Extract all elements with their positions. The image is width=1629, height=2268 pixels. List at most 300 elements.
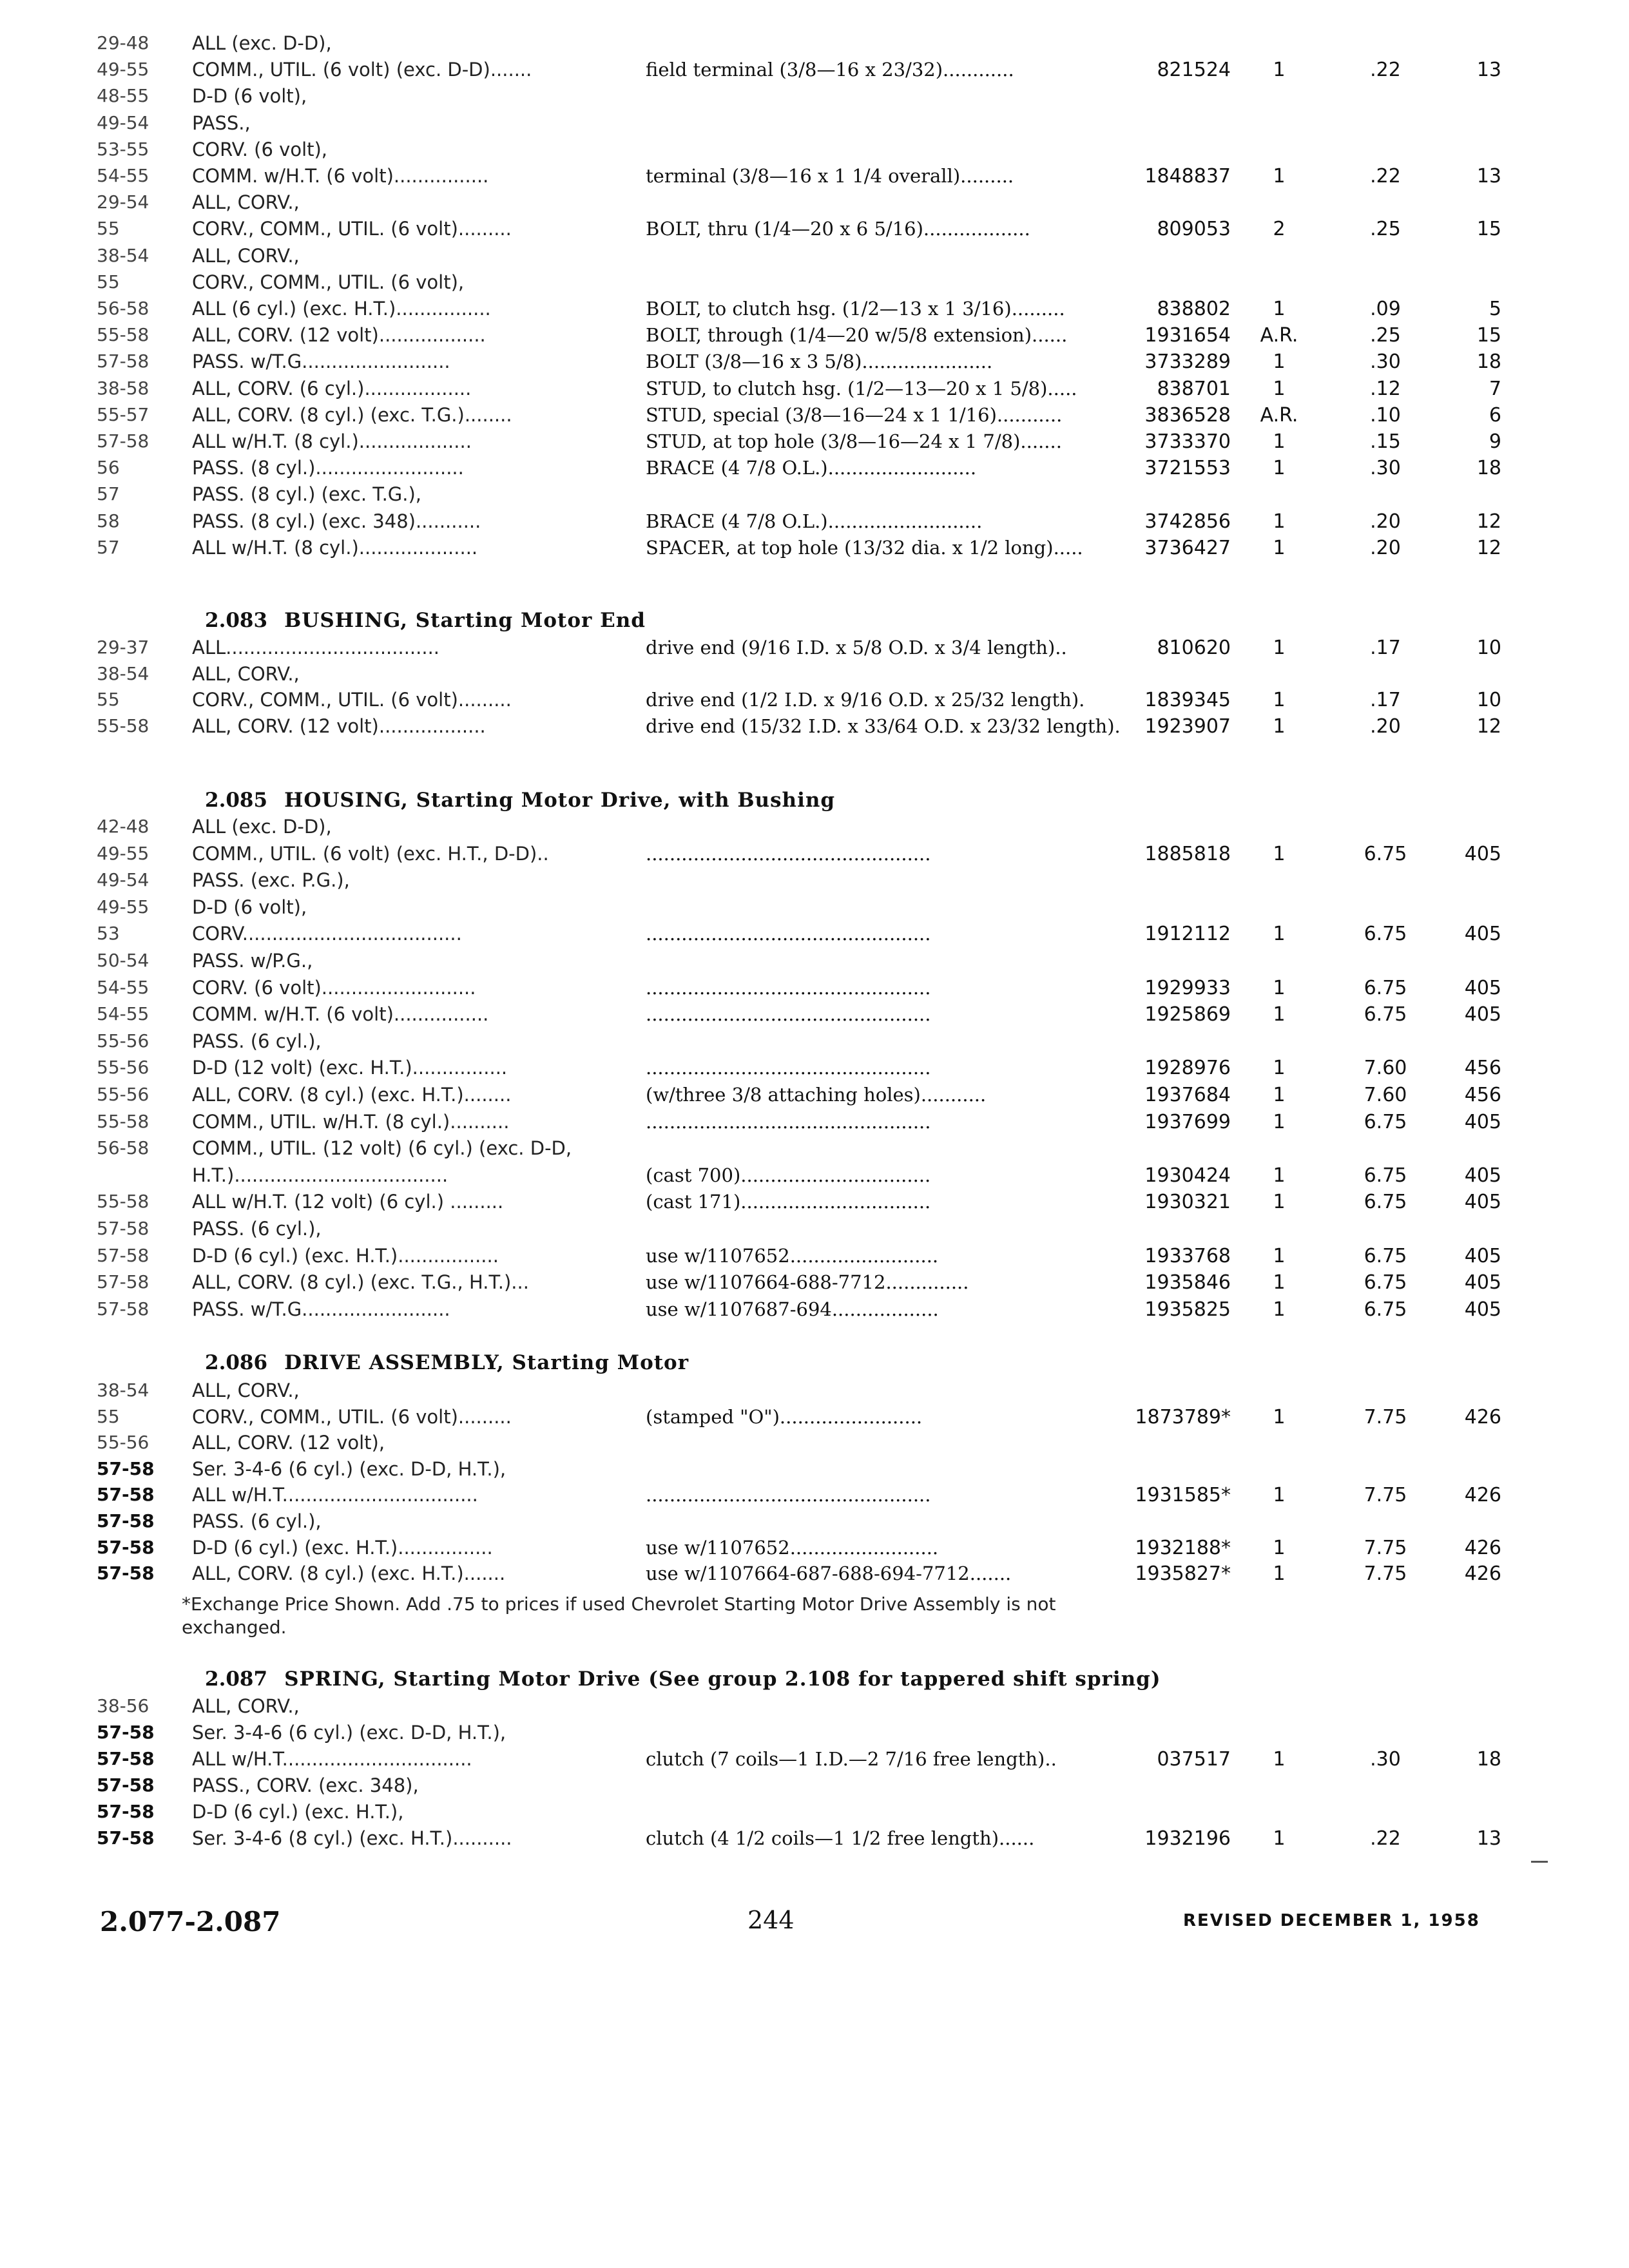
part-row: [0, 715, 1629, 742]
price-cell: .20: [1370, 510, 1401, 533]
year-cell: 55: [97, 689, 120, 710]
quantity-cell: 1: [1273, 1110, 1286, 1133]
quantity-cell: A.R.: [1260, 403, 1298, 427]
price-cell: .25: [1370, 324, 1401, 347]
part-row: [0, 1695, 1629, 1722]
part-number-cell: 1923907: [1144, 715, 1231, 738]
price-cell: .12: [1370, 377, 1401, 400]
page-number: 244: [747, 1906, 795, 1934]
part-row: [0, 1537, 1629, 1564]
application-cell: ALL (6 cyl.) (exc. H.T.)................: [192, 298, 491, 320]
application-cell: ALL w/H.T. (8 cyl.)...................: [192, 430, 472, 452]
part-number-cell: 1932188*: [1135, 1536, 1231, 1559]
part-row: [0, 59, 1629, 86]
application-cell: D-D (6 volt),: [192, 85, 307, 108]
part-row: [0, 1218, 1629, 1245]
application-cell: ALL, CORV. (12 volt)..................: [192, 324, 486, 347]
price-cell: 6.75: [1364, 1164, 1407, 1187]
quantity-cell: 1: [1273, 1298, 1286, 1321]
price-cell: .17: [1370, 689, 1401, 711]
section-heading: [205, 609, 646, 632]
application-cell: ALL, CORV. (6 cyl.)..................: [192, 377, 472, 399]
part-row: [0, 1030, 1629, 1057]
part-row: [0, 404, 1629, 431]
part-row: [0, 1406, 1629, 1433]
part-row: [0, 537, 1629, 564]
price-cell: 6.75: [1364, 1298, 1407, 1321]
part-row: [0, 977, 1629, 1004]
quantity-cell: 1: [1273, 1164, 1286, 1187]
part-row: [0, 510, 1629, 537]
year-cell: 55-56: [97, 1432, 149, 1454]
list-code-cell: 426: [1464, 1536, 1501, 1559]
part-row: [0, 1191, 1629, 1218]
part-number-cell: 1885818: [1144, 842, 1231, 865]
application-cell: ALL w/H.T................................: [192, 1748, 472, 1770]
part-number-cell: 1932196: [1144, 1827, 1231, 1850]
description-cell: ................................................: [646, 842, 931, 865]
quantity-cell: 1: [1273, 1405, 1286, 1428]
year-cell: 55-58: [97, 1110, 149, 1132]
quantity-cell: 1: [1273, 637, 1286, 659]
price-cell: 6.75: [1364, 1191, 1407, 1214]
year-cell: 55-58: [97, 715, 149, 736]
part-number-cell: 1925869: [1144, 1003, 1231, 1026]
list-code-cell: 426: [1464, 1405, 1501, 1428]
year-cell: 53: [97, 923, 120, 945]
description-cell: ................................................: [646, 1484, 931, 1506]
part-row: [0, 245, 1629, 272]
price-cell: .20: [1370, 715, 1401, 738]
part-number-cell: 1935825: [1144, 1298, 1231, 1321]
application-cell: Ser. 3-4-6 (6 cyl.) (exc. D-D, H.T.),: [192, 1722, 506, 1744]
year-cell: 54-55: [97, 976, 149, 998]
list-code-cell: 426: [1464, 1484, 1501, 1507]
quantity-cell: 1: [1273, 1484, 1286, 1507]
revision-date: REVISED DECEMBER 1, 1958: [1183, 1911, 1480, 1930]
year-cell: 57-58: [97, 430, 149, 452]
group-number: 2.086: [205, 1351, 268, 1374]
description-cell: STUD, special (3/8—16—24 x 1 1/16)...........: [646, 403, 1063, 426]
part-number-cell: 1930321: [1144, 1191, 1231, 1214]
list-code-cell: 405: [1464, 976, 1501, 999]
year-cell: 57-58: [97, 1510, 155, 1532]
part-row: [0, 378, 1629, 405]
year-cell: 57-58: [97, 1562, 155, 1584]
part-row: [0, 923, 1629, 950]
application-cell: PASS., CORV. (exc. 348),: [192, 1774, 419, 1796]
list-code-cell: 6: [1489, 403, 1501, 427]
year-cell: 55-56: [97, 1030, 149, 1052]
list-code-cell: 405: [1464, 1191, 1501, 1214]
list-code-cell: 426: [1464, 1562, 1501, 1586]
application-cell: CORV. (6 volt)..........................: [192, 976, 476, 999]
quantity-cell: 1: [1273, 976, 1286, 999]
application-cell: PASS. (8 cyl.) (exc. 348)...........: [192, 510, 481, 532]
part-row: [0, 483, 1629, 510]
part-row: [0, 1801, 1629, 1828]
application-cell: ALL (exc. D-D),: [192, 32, 332, 54]
part-number-cell: 821524: [1157, 59, 1231, 82]
part-row: [0, 950, 1629, 977]
year-cell: 49-55: [97, 896, 149, 918]
part-number-cell: 1931654: [1144, 324, 1231, 347]
quantity-cell: 1: [1273, 842, 1286, 865]
part-row: [0, 1164, 1629, 1191]
description-cell: terminal (3/8—16 x 1 1/4 overall).........: [646, 165, 1014, 187]
price-cell: 6.75: [1364, 923, 1407, 946]
price-cell: 7.60: [1364, 1084, 1407, 1106]
list-code-cell: 13: [1476, 1827, 1501, 1850]
part-number-cell: 1931585*: [1135, 1484, 1231, 1507]
year-cell: 55-58: [97, 1191, 149, 1213]
part-row: [0, 1245, 1629, 1272]
part-number-cell: 3733289: [1144, 351, 1231, 374]
list-code-cell: 12: [1476, 510, 1501, 533]
application-cell: ALL w/H.T. (8 cyl.)....................: [192, 536, 478, 559]
price-cell: .22: [1370, 165, 1401, 187]
application-cell: ALL (exc. D-D),: [192, 816, 332, 838]
quantity-cell: 2: [1273, 218, 1286, 241]
quantity-cell: 1: [1273, 715, 1286, 738]
quantity-cell: 1: [1273, 298, 1286, 320]
price-cell: .30: [1370, 457, 1401, 480]
quantity-cell: 1: [1273, 430, 1286, 453]
section-heading: [205, 1667, 1161, 1691]
part-number-cell: 809053: [1157, 218, 1231, 241]
list-code-cell: 10: [1476, 637, 1501, 659]
year-cell: 38-56: [97, 1695, 149, 1716]
quantity-cell: 1: [1273, 59, 1286, 82]
year-cell: 57-58: [97, 1722, 155, 1743]
list-code-cell: 405: [1464, 1298, 1501, 1321]
application-cell: Ser. 3-4-6 (6 cyl.) (exc. D-D, H.T.),: [192, 1457, 506, 1480]
application-cell: CORV. (6 volt),: [192, 138, 328, 160]
application-cell: ALL, CORV.,: [192, 1695, 300, 1717]
year-cell: 38-58: [97, 377, 149, 399]
part-number-cell: 3721553: [1144, 457, 1231, 480]
description-cell: clutch (4 1/2 coils—1 1/2 free length)......: [646, 1827, 1035, 1849]
quantity-cell: 1: [1273, 1562, 1286, 1586]
group-range-footer: 2.077-2.087: [100, 1906, 281, 1937]
description-cell: BOLT, through (1/4—20 w/5/8 extension)......: [646, 324, 1068, 347]
part-row: [0, 85, 1629, 112]
application-cell: Ser. 3-4-6 (8 cyl.) (exc. H.T.)..........: [192, 1827, 512, 1849]
part-row: [0, 663, 1629, 690]
description-cell: ................................................: [646, 923, 931, 945]
description-cell: use w/1107652.........................: [646, 1244, 939, 1267]
part-row: [0, 457, 1629, 484]
year-cell: 57-58: [97, 1748, 155, 1769]
price-cell: 6.75: [1364, 1110, 1407, 1133]
description-cell: field terminal (3/8—16 x 23/32)............: [646, 59, 1014, 81]
part-number-cell: 3733370: [1144, 430, 1231, 453]
list-code-cell: 18: [1476, 1748, 1501, 1771]
part-number-cell: 1930424: [1144, 1164, 1231, 1187]
part-row: [0, 896, 1629, 923]
part-row: [0, 271, 1629, 298]
price-cell: .30: [1370, 351, 1401, 374]
application-cell: CORV.....................................: [192, 923, 462, 945]
part-row: [0, 32, 1629, 59]
list-code-cell: 12: [1476, 536, 1501, 559]
application-cell: ALL, CORV.,: [192, 244, 300, 267]
list-code-cell: 13: [1476, 165, 1501, 187]
part-number-cell: 1848837: [1144, 165, 1231, 187]
list-code-cell: 15: [1476, 218, 1501, 241]
description-cell: (cast 171)................................: [646, 1191, 931, 1213]
description-cell: ................................................: [646, 976, 931, 999]
year-cell: 38-54: [97, 662, 149, 684]
part-row: [0, 1432, 1629, 1459]
part-row: [0, 430, 1629, 457]
year-cell: 29-54: [97, 191, 149, 213]
price-cell: 7.75: [1364, 1405, 1407, 1428]
application-cell: CORV., COMM., UTIL. (6 volt).........: [192, 218, 512, 240]
list-code-cell: 456: [1464, 1084, 1501, 1106]
part-row: [0, 1271, 1629, 1298]
part-row: [0, 816, 1629, 843]
price-cell: 6.75: [1364, 976, 1407, 999]
year-cell: 57-58: [97, 351, 149, 372]
year-cell: 55-58: [97, 324, 149, 346]
list-code-cell: 405: [1464, 1110, 1501, 1133]
year-cell: 56-58: [97, 298, 149, 319]
part-number-cell: 1937684: [1144, 1084, 1231, 1106]
part-row: [0, 191, 1629, 218]
quantity-cell: 1: [1273, 536, 1286, 559]
year-cell: 49-54: [97, 869, 149, 891]
list-code-cell: 18: [1476, 351, 1501, 374]
quantity-cell: 1: [1273, 689, 1286, 711]
part-row: [0, 1084, 1629, 1111]
price-cell: .15: [1370, 430, 1401, 453]
description-cell: BOLT, thru (1/4—20 x 6 5/16)..................: [646, 218, 1030, 240]
part-row: [0, 165, 1629, 192]
description-cell: ................................................: [646, 1003, 931, 1026]
part-number-cell: 838701: [1157, 377, 1231, 400]
price-cell: .17: [1370, 637, 1401, 659]
part-row: [0, 1111, 1629, 1138]
part-row: [0, 1137, 1629, 1164]
description-cell: use w/1107664-687-688-694-7712.......: [646, 1562, 1012, 1585]
group-title: DRIVE ASSEMBLY, Starting Motor: [284, 1351, 689, 1374]
year-cell: 55-56: [97, 1084, 149, 1105]
application-cell: ALL, CORV.,: [192, 662, 300, 685]
application-cell: PASS. (6 cyl.),: [192, 1218, 322, 1240]
year-cell: 29-37: [97, 637, 149, 658]
section-heading: [205, 1351, 689, 1374]
part-number-cell: 1928976: [1144, 1057, 1231, 1080]
list-code-cell: 405: [1464, 1003, 1501, 1026]
description-cell: BRACE (4 7/8 O.L.).........................: [646, 457, 977, 479]
description-cell: ................................................: [646, 1110, 931, 1133]
part-row: [0, 1298, 1629, 1325]
part-row: [0, 843, 1629, 870]
application-cell: CORV., COMM., UTIL. (6 volt).........: [192, 689, 512, 711]
year-cell: 49-55: [97, 842, 149, 864]
description-cell: STUD, to clutch hsg. (1/2—13—20 x 1 5/8).....: [646, 377, 1077, 399]
application-cell: CORV., COMM., UTIL. (6 volt),: [192, 271, 465, 293]
part-row: [0, 1484, 1629, 1511]
year-cell: 55-57: [97, 403, 149, 425]
part-number-cell: 838802: [1157, 298, 1231, 320]
year-cell: 57: [97, 483, 120, 505]
part-row: [0, 1379, 1629, 1407]
part-row: [0, 112, 1629, 139]
group-title: SPRING, Starting Motor Drive (See group 2.108 for tappered shift spring): [284, 1667, 1161, 1691]
part-number-cell: 037517: [1157, 1748, 1231, 1771]
price-cell: 7.75: [1364, 1536, 1407, 1559]
price-cell: 6.75: [1364, 1271, 1407, 1294]
part-row: [0, 1562, 1629, 1590]
application-cell: ALL....................................: [192, 637, 440, 658]
application-cell: D-D (6 cyl.) (exc. H.T.),: [192, 1801, 404, 1823]
application-cell: COMM., UTIL. (6 volt) (exc. D-D).......: [192, 59, 532, 81]
part-number-cell: 1929933: [1144, 976, 1231, 999]
quantity-cell: 1: [1273, 510, 1286, 533]
part-number-cell: 1873789*: [1135, 1405, 1231, 1428]
year-cell: 58: [97, 510, 120, 532]
list-code-cell: 405: [1464, 1244, 1501, 1267]
application-cell: PASS. (exc. P.G.),: [192, 869, 350, 892]
list-code-cell: 5: [1489, 298, 1501, 320]
application-cell: PASS. w/T.G.........................: [192, 1298, 450, 1320]
price-cell: 6.75: [1364, 1003, 1407, 1026]
quantity-cell: 1: [1273, 377, 1286, 400]
application-cell: ALL, CORV. (8 cyl.) (exc. H.T.).......: [192, 1562, 506, 1585]
part-row: [0, 1748, 1629, 1775]
price-cell: .30: [1370, 1748, 1401, 1771]
year-cell: 56: [97, 457, 120, 479]
price-cell: 6.75: [1364, 842, 1407, 865]
description-cell: (cast 700)................................: [646, 1164, 931, 1186]
year-cell: 57-58: [97, 1801, 155, 1822]
year-cell: 56-58: [97, 1137, 149, 1159]
application-cell: COMM., UTIL. (6 volt) (exc. H.T., D-D)..: [192, 842, 549, 865]
application-cell: PASS. w/T.G.........................: [192, 351, 450, 373]
year-cell: 38-54: [97, 244, 149, 266]
part-number-cell: 1933768: [1144, 1244, 1231, 1267]
description-cell: STUD, at top hole (3/8—16—24 x 1 7/8).......: [646, 430, 1062, 452]
application-cell: ALL, CORV.,: [192, 191, 300, 214]
part-row: [0, 1003, 1629, 1030]
list-code-cell: 13: [1476, 59, 1501, 82]
part-row: [0, 298, 1629, 325]
quantity-cell: 1: [1273, 1536, 1286, 1559]
list-code-cell: 18: [1476, 457, 1501, 480]
year-cell: 55: [97, 271, 120, 293]
year-cell: 29-48: [97, 32, 149, 53]
quantity-cell: 1: [1273, 351, 1286, 374]
year-cell: 57-58: [97, 1774, 155, 1796]
application-cell: ALL, CORV. (8 cyl.) (exc. T.G., H.T.)...: [192, 1271, 529, 1294]
list-code-cell: 405: [1464, 923, 1501, 946]
part-number-cell: 1839345: [1144, 689, 1231, 711]
part-number-cell: 1912112: [1144, 923, 1231, 946]
group-number: 2.085: [205, 789, 268, 812]
year-cell: 57-58: [97, 1244, 149, 1266]
list-code-cell: 7: [1489, 377, 1501, 400]
application-cell: ALL, CORV.,: [192, 1379, 300, 1401]
application-cell: COMM. w/H.T. (6 volt)................: [192, 1003, 489, 1026]
price-cell: 7.60: [1364, 1057, 1407, 1080]
application-cell: PASS. w/P.G.,: [192, 950, 313, 972]
quantity-cell: 1: [1273, 1748, 1286, 1771]
year-cell: 55: [97, 218, 120, 240]
list-code-cell: 405: [1464, 1164, 1501, 1187]
application-cell: CORV., COMM., UTIL. (6 volt).........: [192, 1405, 512, 1428]
year-cell: 57-58: [97, 1484, 155, 1506]
price-cell: .25: [1370, 218, 1401, 241]
application-cell: D-D (6 cyl.) (exc. H.T.).................: [192, 1244, 499, 1267]
quantity-cell: 1: [1273, 1057, 1286, 1080]
description-cell: clutch (7 coils—1 I.D.—2 7/16 free length)..: [646, 1748, 1057, 1770]
quantity-cell: 1: [1273, 1191, 1286, 1214]
application-cell: PASS. (8 cyl.) (exc. T.G.),: [192, 483, 422, 506]
description-cell: use w/1107664-688-7712..............: [646, 1271, 969, 1294]
description-cell: ................................................: [646, 1057, 931, 1079]
application-cell: COMM. w/H.T. (6 volt)................: [192, 165, 489, 187]
group-title: BUSHING, Starting Motor End: [284, 609, 646, 632]
part-row: [0, 139, 1629, 166]
year-cell: 38-54: [97, 1379, 149, 1401]
part-row: [0, 689, 1629, 716]
description-cell: use w/1107687-694..................: [646, 1298, 939, 1320]
description-cell: BOLT (3/8—16 x 3 5/8)......................: [646, 351, 993, 373]
description-cell: (w/three 3/8 attaching holes)...........: [646, 1084, 987, 1106]
part-row: [0, 637, 1629, 664]
part-number-cell: 1937699: [1144, 1110, 1231, 1133]
year-cell: 54-55: [97, 165, 149, 186]
year-cell: 49-54: [97, 111, 149, 133]
part-row: [0, 218, 1629, 245]
part-row: [0, 869, 1629, 896]
price-cell: .20: [1370, 536, 1401, 559]
description-cell: BOLT, to clutch hsg. (1/2—13 x 1 3/16).........: [646, 298, 1065, 320]
application-cell: H.T.)....................................: [192, 1164, 448, 1186]
price-cell: 6.75: [1364, 1244, 1407, 1267]
part-number-cell: 810620: [1157, 637, 1231, 659]
list-code-cell: 456: [1464, 1057, 1501, 1080]
part-row: [0, 1774, 1629, 1802]
year-cell: 57-58: [97, 1827, 155, 1849]
list-code-cell: 9: [1489, 430, 1501, 453]
application-cell: ALL, CORV. (8 cyl.) (exc. H.T.)........: [192, 1084, 512, 1106]
year-cell: 50-54: [97, 950, 149, 971]
quantity-cell: 1: [1273, 1827, 1286, 1850]
price-cell: 7.75: [1364, 1562, 1407, 1586]
application-cell: COMM., UTIL. w/H.T. (8 cyl.)..........: [192, 1110, 510, 1133]
application-cell: PASS. (6 cyl.),: [192, 1510, 322, 1532]
year-cell: 55: [97, 1405, 120, 1427]
list-code-cell: 12: [1476, 715, 1501, 738]
part-row: [0, 1458, 1629, 1485]
price-cell: .09: [1370, 298, 1401, 320]
quantity-cell: 1: [1273, 923, 1286, 946]
list-code-cell: 405: [1464, 842, 1501, 865]
group-title: HOUSING, Starting Motor Drive, with Bushing: [284, 789, 836, 812]
part-row: [0, 1057, 1629, 1084]
description-cell: SPACER, at top hole (13/32 dia. x 1/2 long).....: [646, 536, 1083, 559]
quantity-cell: 1: [1273, 457, 1286, 480]
part-row: [0, 1827, 1629, 1854]
application-cell: PASS. (6 cyl.),: [192, 1030, 322, 1052]
list-code-cell: 405: [1464, 1271, 1501, 1294]
application-cell: ALL w/H.T.................................: [192, 1484, 478, 1506]
application-cell: D-D (12 volt) (exc. H.T.)................: [192, 1057, 508, 1079]
quantity-cell: 1: [1273, 1271, 1286, 1294]
